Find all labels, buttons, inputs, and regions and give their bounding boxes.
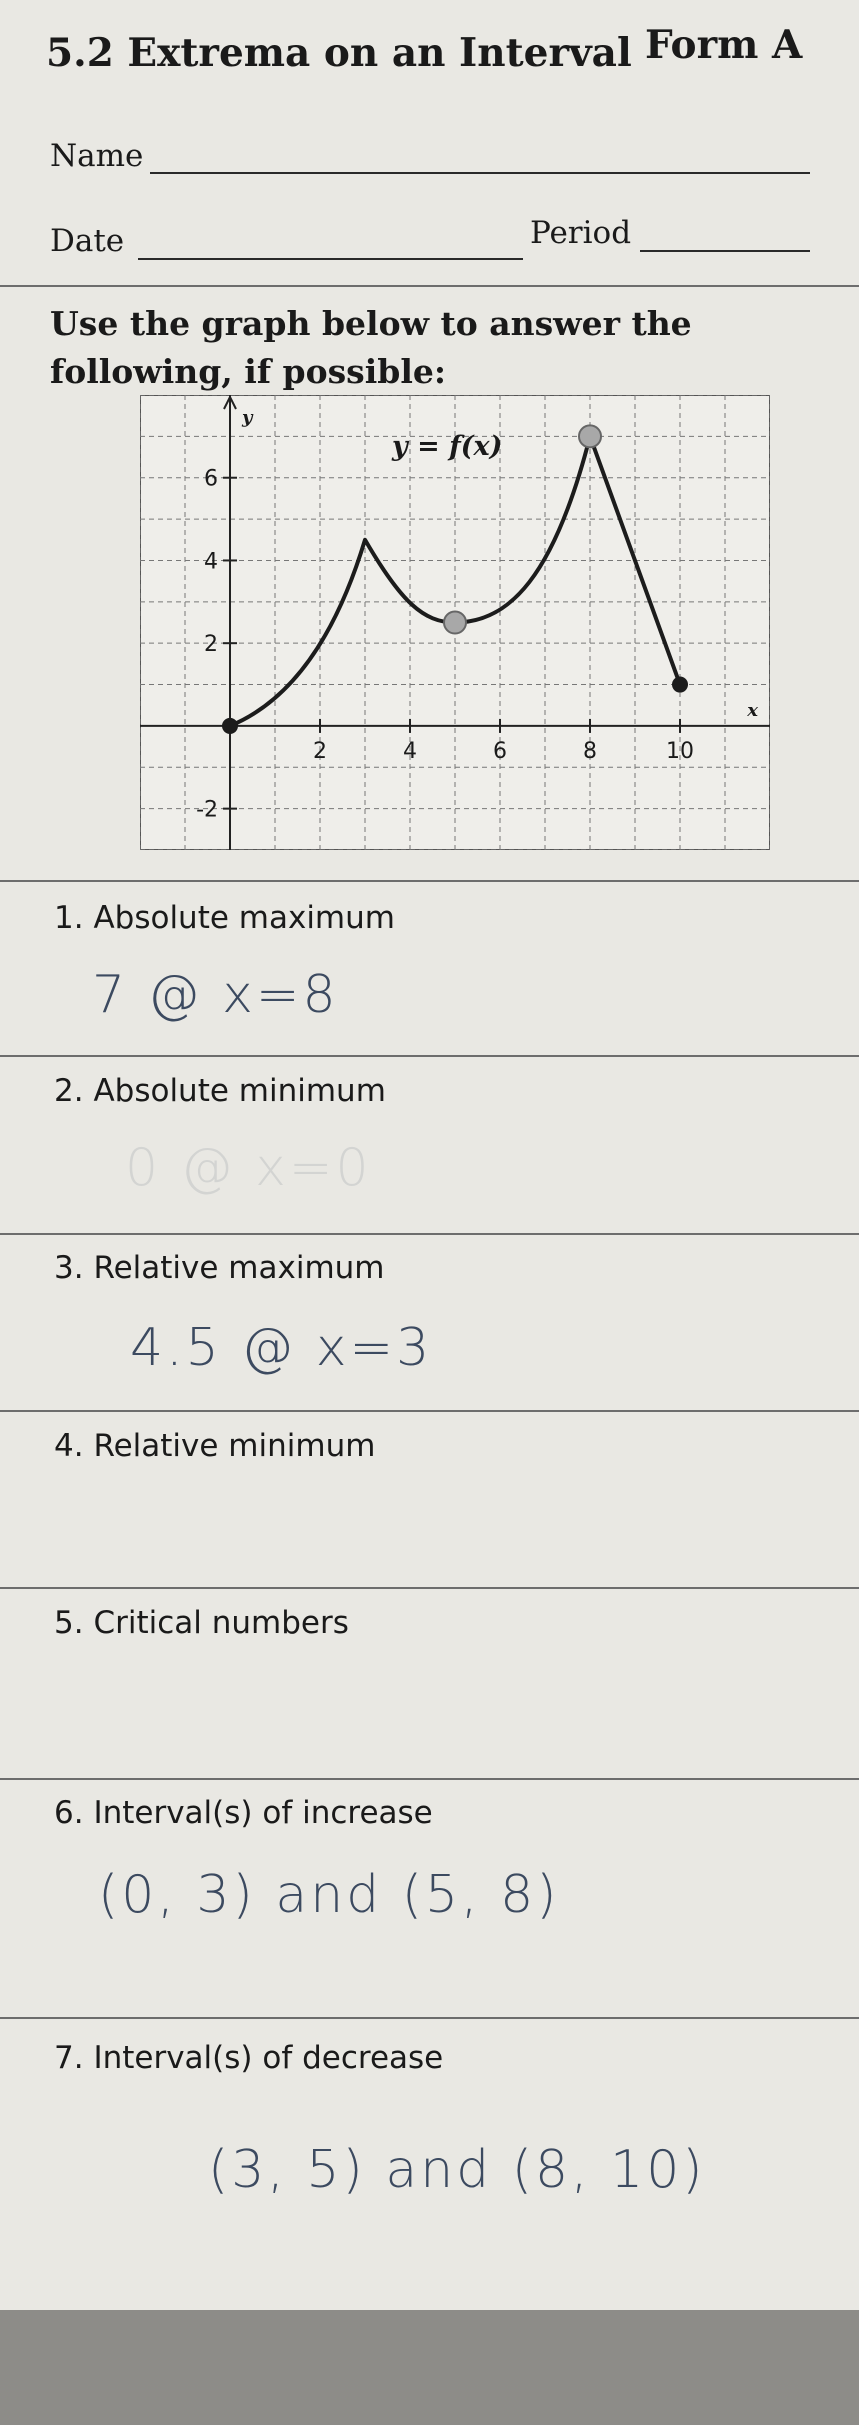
divider-q6 [0, 1778, 859, 1780]
function-label: y = f(x) [392, 430, 503, 462]
x-tick-label: 2 [313, 738, 327, 764]
answer-1[interactable]: 7 @ x=8 [92, 965, 339, 1025]
question-2: 2. Absolute minimum [54, 1073, 386, 1109]
question-5: 5. Critical numbers [54, 1605, 349, 1641]
period-field[interactable] [640, 250, 810, 252]
answer-6[interactable]: (0, 3) and (5, 8) [98, 1865, 560, 1925]
question-7: 7. Interval(s) of decrease [54, 2040, 444, 2076]
divider-q2 [0, 1055, 859, 1057]
answer-3[interactable]: 4.5 @ x=3 [130, 1318, 433, 1378]
divider-q3 [0, 1233, 859, 1235]
divider-q5 [0, 1587, 859, 1589]
divider-q1 [0, 880, 859, 882]
worksheet-title: 5.2 Extrema on an Interval [46, 30, 632, 76]
divider-q7 [0, 2017, 859, 2019]
x-tick-label: 10 [666, 738, 694, 764]
table-surface [0, 2310, 859, 2425]
answer-2-erased: 0 @ x=0 [125, 1138, 372, 1198]
question-1: 1. Absolute maximum [54, 900, 395, 936]
y-tick-label: 2 [204, 632, 218, 658]
endpoint [222, 718, 238, 734]
name-field[interactable] [150, 172, 810, 174]
y-axis-label: y [242, 407, 253, 428]
y-tick-label: 4 [204, 549, 218, 575]
date-field[interactable] [138, 258, 523, 260]
period-label: Period [530, 215, 632, 251]
question-3: 3. Relative maximum [54, 1250, 385, 1286]
marked-point [579, 425, 601, 447]
question-6: 6. Interval(s) of increase [54, 1795, 433, 1831]
instructions: Use the graph below to answer the following, if possible: [50, 304, 692, 391]
question-4: 4. Relative minimum [54, 1428, 376, 1464]
header-divider [0, 285, 859, 287]
x-tick-label: 6 [493, 738, 507, 764]
endpoint [672, 677, 688, 693]
x-axis-label: x [747, 699, 758, 721]
marked-point [444, 612, 466, 634]
y-tick-label: -2 [196, 797, 218, 823]
name-label: Name [50, 138, 144, 174]
form-label: Form A [645, 22, 803, 68]
y-tick-label: 6 [204, 466, 218, 492]
x-tick-label: 4 [403, 738, 417, 764]
date-label: Date [50, 223, 125, 259]
x-tick-label: 8 [583, 738, 597, 764]
function-graph [140, 395, 770, 850]
divider-q4 [0, 1410, 859, 1412]
answer-7[interactable]: (3, 5) and (8, 10) [208, 2140, 706, 2200]
